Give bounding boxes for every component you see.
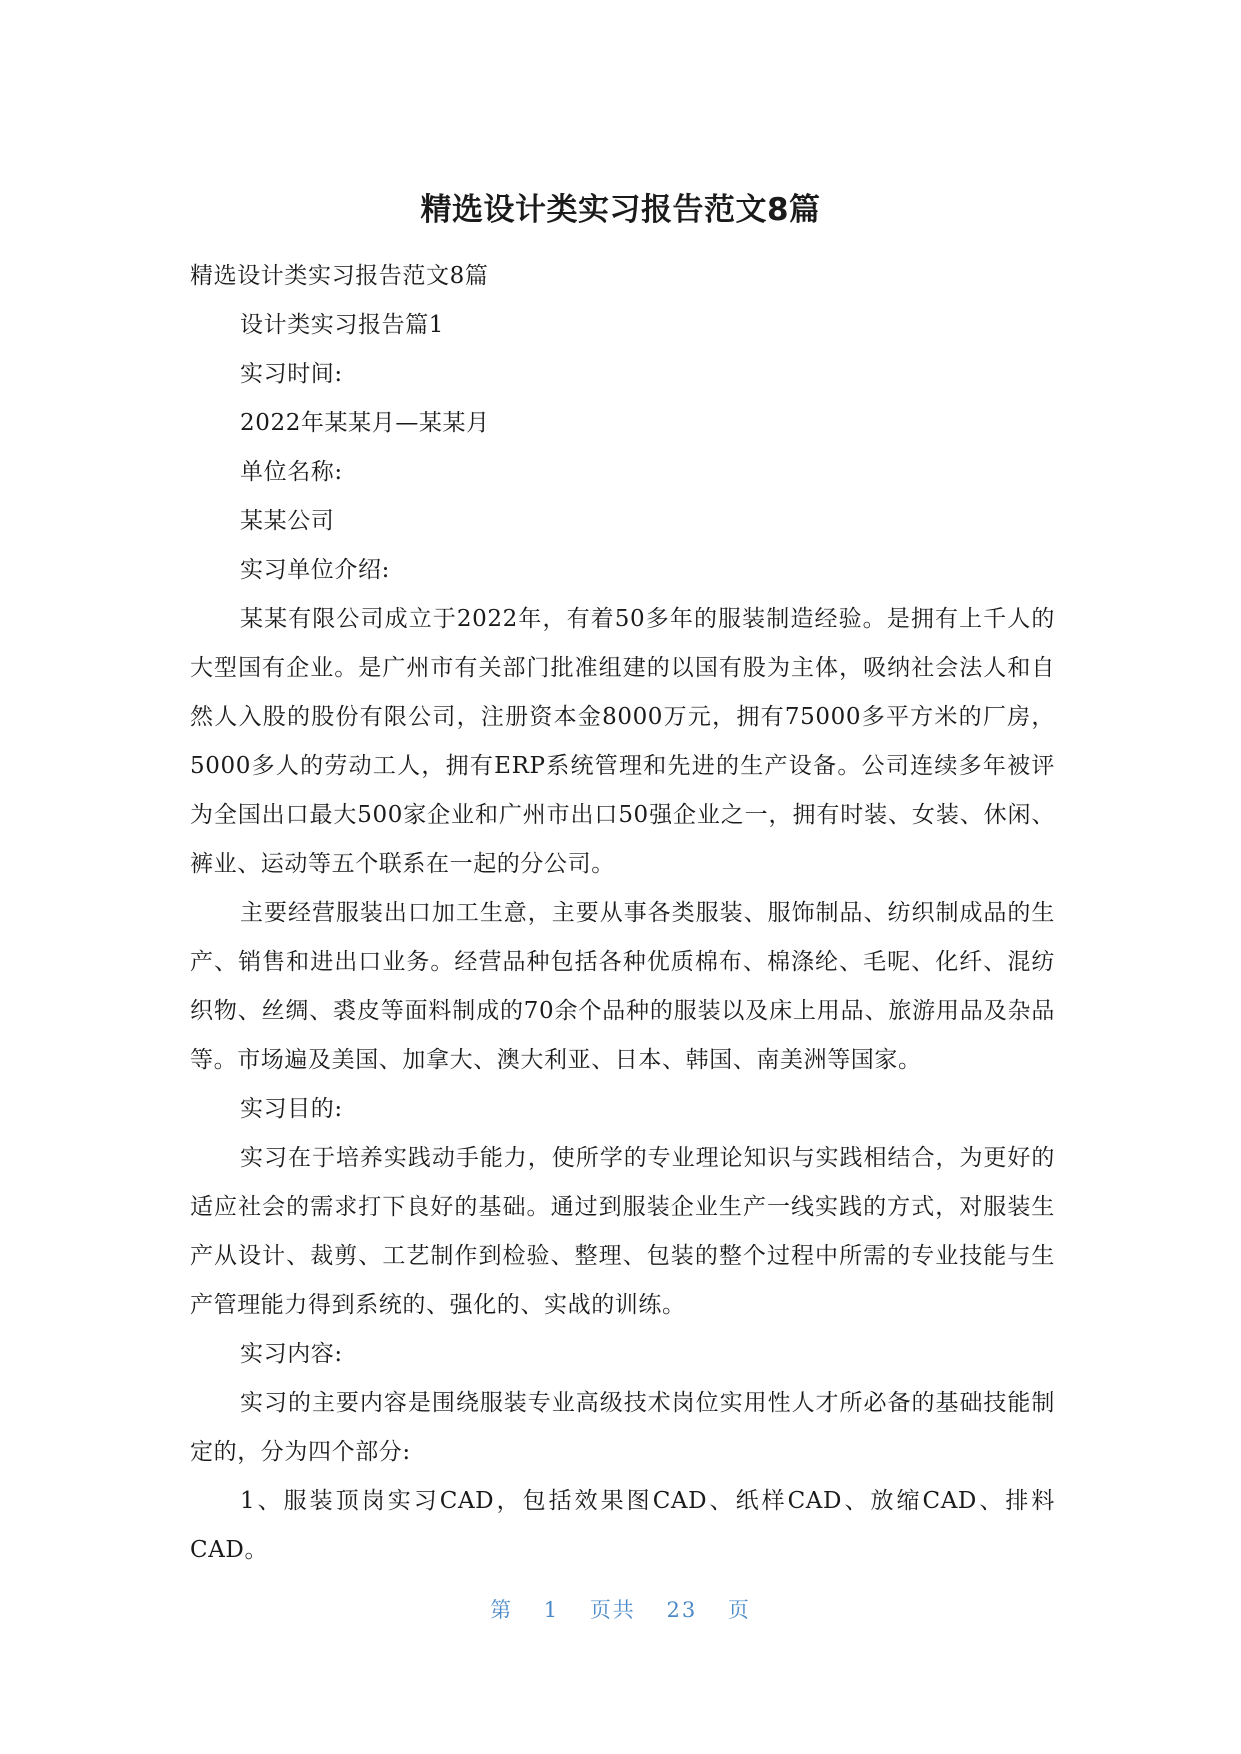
paragraph: 实习单位介绍: [240,557,390,583]
page-label-prefix: 第 [490,1598,514,1622]
paragraph: 实习的主要内容是围绕服装专业高级技术岗位实用性人才所必备的基础技能制定的，分为四个部分: [190,1390,1055,1465]
paragraph: 实习内容: [240,1341,343,1367]
page-label-suffix: 页 [727,1598,751,1622]
document-title: 精选设计类实习报告范文8篇 [420,192,821,228]
paragraph: 实习目的: [240,1096,343,1122]
document-body [190,252,1055,1575]
page-number-footer [0,1594,1241,1624]
paragraph: 单位名称: [240,459,343,485]
paragraph: 2022年某某月—某某月 [240,410,490,436]
paragraph: 精选设计类实习报告范文8篇 [190,263,489,289]
paragraph: 主要经营服装出口加工生意，主要从事各类服装、服饰制品、纺织制成品的生产、销售和进出口业务。经营品种包括各种优质棉布、棉涤纶、毛呢、化纤、混纺织物、丝绸、裘皮等面料制成的70余个品种的服装以及床上用品、旅游用品及杂品等。市场遍及美国、加拿大、澳大利亚、日本、韩国、南美洲等国家。 [190,900,1055,1073]
paragraph: 设计类实习报告篇1 [240,312,445,338]
page-label-mid: 页共 [589,1598,636,1622]
page-current: 1 [543,1598,560,1622]
paragraph: 实习在于培养实践动手能力，使所学的专业理论知识与实践相结合，为更好的适应社会的需求打下良好的基础。通过到服装企业生产一线实践的方式，对服装生产从设计、裁剪、工艺制作到检验、整理、包装的整个过程中所需的专业技能与生产管理能力得到系统的、强化的、实战的训练。 [190,1145,1055,1318]
page-total: 23 [666,1598,698,1622]
paragraph: 某某有限公司成立于2022年，有着50多年的服装制造经验。是拥有上千人的大型国有企业。是广州市有关部门批准组建的以国有股为主体，吸纳社会法人和自然人入股的股份有限公司，注册资本金8000万元，拥有75000多平方米的厂房，5000多人的劳动工人，拥有ERP系统管理和先进的生产设备。公司连续多年被评为全国出口最大500家企业和广州市出口50强企业之一，拥有时装、女装、休闲、裤业、运动等五个联系在一起的分公司。 [190,606,1055,877]
paragraph: 某某公司 [240,508,335,534]
paragraph: 实习时间: [240,361,343,387]
paragraph: 1、服装顶岗实习CAD，包括效果图CAD、纸样CAD、放缩CAD、排料CAD。 [190,1488,1055,1563]
